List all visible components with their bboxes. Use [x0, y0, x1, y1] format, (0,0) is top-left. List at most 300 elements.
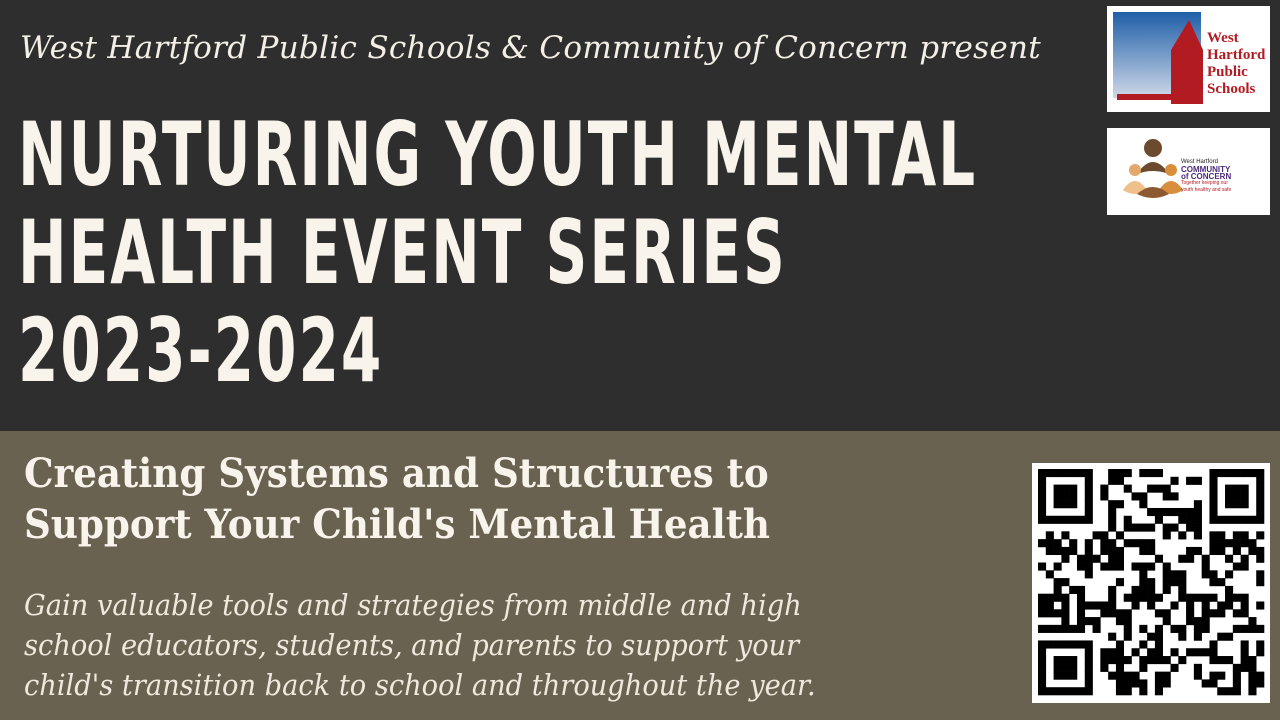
qr-module: [1186, 594, 1194, 602]
qr-module: [1069, 469, 1077, 477]
qr-module: [1202, 570, 1210, 578]
qr-module: [1233, 469, 1241, 477]
qr-module: [1139, 578, 1147, 586]
qr-module: [1225, 656, 1233, 664]
qr-module: [1147, 586, 1155, 594]
qr-module: [1054, 547, 1062, 555]
qr-module: [1178, 656, 1186, 664]
qr-module: [1155, 555, 1163, 563]
qr-module: [1241, 492, 1249, 500]
qr-module: [1061, 500, 1069, 508]
qr-module: [1139, 656, 1147, 664]
qr-module: [1163, 485, 1171, 493]
qr-module: [1147, 508, 1155, 516]
qr-module: [1124, 609, 1132, 617]
qr-module: [1046, 469, 1054, 477]
qr-module: [1132, 594, 1140, 602]
qr-module: [1061, 687, 1069, 695]
qr-module: [1170, 578, 1178, 586]
qr-module: [1139, 539, 1147, 547]
qr-module: [1202, 648, 1210, 656]
qr-module: [1054, 578, 1062, 586]
qr-module: [1077, 625, 1085, 633]
qr-module: [1038, 477, 1046, 485]
qr-module: [1038, 594, 1046, 602]
qr-module: [1209, 648, 1217, 656]
qr-module: [1108, 547, 1116, 555]
qr-module: [1139, 679, 1147, 687]
qr-module: [1256, 469, 1264, 477]
qr-module: [1124, 594, 1132, 602]
qr-module: [1186, 516, 1194, 524]
qr-module: [1116, 555, 1124, 563]
qr-module: [1100, 601, 1108, 609]
qr-module: [1217, 539, 1225, 547]
qr-module: [1147, 633, 1155, 641]
qr-module: [1069, 500, 1077, 508]
qr-module: [1139, 664, 1147, 672]
qr-module: [1108, 601, 1116, 609]
qr-module: [1186, 555, 1194, 563]
qr-module: [1054, 492, 1062, 500]
qr-module: [1163, 617, 1171, 625]
qr-module: [1069, 516, 1077, 524]
qr-module: [1085, 477, 1093, 485]
qr-module: [1202, 555, 1210, 563]
qr-module: [1132, 601, 1140, 609]
qr-module: [1069, 492, 1077, 500]
qr-module: [1108, 656, 1116, 664]
qr-module: [1085, 664, 1093, 672]
qr-module: [1054, 609, 1062, 617]
qr-module: [1139, 586, 1147, 594]
qr-module: [1124, 672, 1132, 680]
qr-module: [1061, 656, 1069, 664]
qr-module: [1046, 570, 1054, 578]
qr-module: [1202, 617, 1210, 625]
qr-module: [1085, 570, 1093, 578]
qr-module: [1233, 547, 1241, 555]
qr-module: [1132, 586, 1140, 594]
qr-module: [1077, 555, 1085, 563]
qr-module: [1108, 672, 1116, 680]
qr-module: [1241, 640, 1249, 648]
qr-module: [1170, 648, 1178, 656]
qr-module: [1085, 516, 1093, 524]
qr-module: [1139, 524, 1147, 532]
qr-module: [1155, 469, 1163, 477]
qr-module: [1233, 500, 1241, 508]
qr-module: [1155, 625, 1163, 633]
qr-module: [1054, 485, 1062, 493]
qr-module: [1147, 469, 1155, 477]
qr-module: [1209, 516, 1217, 524]
qr-module: [1038, 601, 1046, 609]
qr-module: [1054, 664, 1062, 672]
qr-module: [1225, 586, 1233, 594]
qr-module: [1163, 656, 1171, 664]
qr-module: [1256, 516, 1264, 524]
qr-module: [1061, 469, 1069, 477]
qr-module: [1069, 586, 1077, 594]
coc-logo-text: West Hartford COMMUNITY of CONCERN Together keeping our youth healthy and safe: [1181, 159, 1232, 193]
qr-module: [1077, 469, 1085, 477]
qr-module: [1038, 640, 1046, 648]
qr-module: [1108, 563, 1116, 571]
qr-module: [1225, 492, 1233, 500]
qr-module: [1108, 469, 1116, 477]
qr-module: [1170, 492, 1178, 500]
qr-module: [1178, 633, 1186, 641]
qr-module: [1178, 555, 1186, 563]
qr-module: [1093, 531, 1101, 539]
qr-module: [1085, 648, 1093, 656]
qr-module: [1256, 570, 1264, 578]
qr-module: [1085, 617, 1093, 625]
qr-module: [1132, 648, 1140, 656]
qr-module: [1163, 570, 1171, 578]
qr-module: [1069, 640, 1077, 648]
qr-module: [1147, 656, 1155, 664]
qr-module: [1132, 492, 1140, 500]
qr-module: [1139, 594, 1147, 602]
qr-module: [1155, 640, 1163, 648]
qr-module: [1241, 531, 1249, 539]
qr-module: [1077, 594, 1085, 602]
qr-module: [1046, 531, 1054, 539]
qr-module: [1209, 594, 1217, 602]
qr-module: [1108, 508, 1116, 516]
qr-module: [1225, 633, 1233, 641]
qr-module: [1100, 656, 1108, 664]
qr-module: [1139, 625, 1147, 633]
whps-logo: [1107, 6, 1270, 112]
qr-module: [1139, 500, 1147, 508]
qr-module: [1186, 648, 1194, 656]
qr-module: [1147, 485, 1155, 493]
qr-module: [1100, 648, 1108, 656]
qr-modules: [1038, 469, 1264, 695]
qr-module: [1248, 664, 1256, 672]
qr-module: [1139, 687, 1147, 695]
qr-module: [1186, 601, 1194, 609]
qr-module: [1147, 601, 1155, 609]
qr-module: [1194, 547, 1202, 555]
qr-module: [1100, 485, 1108, 493]
qr-module: [1248, 656, 1256, 664]
qr-module: [1124, 687, 1132, 695]
qr-module: [1046, 601, 1054, 609]
qr-module: [1139, 547, 1147, 555]
event-title-line-2: Support Your Child's Mental Health: [24, 501, 770, 548]
qr-module: [1116, 640, 1124, 648]
qr-module: [1038, 672, 1046, 680]
qr-module: [1046, 625, 1054, 633]
qr-module: [1116, 648, 1124, 656]
qr-module: [1155, 485, 1163, 493]
qr-module: [1054, 516, 1062, 524]
qr-module: [1225, 555, 1233, 563]
qr-module: [1233, 531, 1241, 539]
qr-module: [1100, 492, 1108, 500]
qr-module: [1248, 687, 1256, 695]
qr-module: [1256, 531, 1264, 539]
qr-module: [1124, 539, 1132, 547]
qr-module: [1093, 555, 1101, 563]
qr-module: [1069, 539, 1077, 547]
qr-module: [1038, 508, 1046, 516]
qr-module: [1256, 578, 1264, 586]
qr-module: [1248, 679, 1256, 687]
qr-module: [1085, 508, 1093, 516]
qr-module: [1209, 570, 1217, 578]
qr-module: [1170, 664, 1178, 672]
qr-module: [1038, 656, 1046, 664]
qr-module: [1046, 516, 1054, 524]
qr-module: [1038, 563, 1046, 571]
qr-code[interactable]: [1032, 463, 1270, 703]
qr-module: [1248, 672, 1256, 680]
qr-module: [1069, 485, 1077, 493]
qr-module: [1085, 492, 1093, 500]
qr-module: [1209, 640, 1217, 648]
qr-module: [1054, 500, 1062, 508]
qr-module: [1038, 625, 1046, 633]
qr-module: [1108, 648, 1116, 656]
qr-module: [1241, 485, 1249, 493]
qr-module: [1038, 679, 1046, 687]
qr-module: [1186, 508, 1194, 516]
qr-module: [1233, 594, 1241, 602]
qr-module: [1054, 563, 1062, 571]
qr-module: [1108, 594, 1116, 602]
qr-module: [1038, 500, 1046, 508]
qr-module: [1209, 578, 1217, 586]
event-description-line-1: Gain valuable tools and strategies from middle and high: [24, 588, 802, 622]
qr-module: [1061, 617, 1069, 625]
qr-module: [1061, 492, 1069, 500]
qr-module: [1061, 640, 1069, 648]
qr-module: [1085, 485, 1093, 493]
qr-module: [1054, 656, 1062, 664]
qr-module: [1202, 563, 1210, 571]
qr-module: [1209, 477, 1217, 485]
qr-module: [1046, 547, 1054, 555]
qr-module: [1217, 578, 1225, 586]
qr-module: [1217, 687, 1225, 695]
qr-module: [1194, 617, 1202, 625]
qr-module: [1061, 625, 1069, 633]
qr-module: [1069, 672, 1077, 680]
qr-module: [1256, 640, 1264, 648]
qr-module: [1248, 617, 1256, 625]
qr-module: [1116, 656, 1124, 664]
qr-module: [1139, 469, 1147, 477]
qr-module: [1194, 664, 1202, 672]
qr-module: [1100, 664, 1108, 672]
qr-module: [1170, 601, 1178, 609]
qr-module: [1054, 640, 1062, 648]
series-title-line-2: HEALTH EVENT SERIES: [18, 201, 787, 304]
qr-module: [1054, 594, 1062, 602]
qr-module: [1124, 524, 1132, 532]
qr-module: [1077, 687, 1085, 695]
qr-module: [1093, 625, 1101, 633]
qr-module: [1256, 492, 1264, 500]
qr-module: [1241, 539, 1249, 547]
qr-module: [1209, 500, 1217, 508]
qr-module: [1209, 539, 1217, 547]
qr-module: [1077, 601, 1085, 609]
qr-module: [1069, 547, 1077, 555]
qr-module: [1194, 477, 1202, 485]
qr-module: [1217, 516, 1225, 524]
qr-module: [1256, 601, 1264, 609]
qr-module: [1077, 640, 1085, 648]
qr-module: [1217, 601, 1225, 609]
qr-module: [1256, 477, 1264, 485]
event-description-line-3: child's transition back to school and throughout the year.: [24, 668, 816, 702]
qr-module: [1108, 500, 1116, 508]
qr-module: [1061, 664, 1069, 672]
qr-module: [1163, 672, 1171, 680]
qr-module: [1202, 601, 1210, 609]
qr-module: [1233, 516, 1241, 524]
qr-module: [1155, 656, 1163, 664]
qr-module: [1178, 586, 1186, 594]
event-description-line-2: school educators, students, and parents to support your: [24, 628, 800, 662]
qr-module: [1194, 531, 1202, 539]
qr-module: [1209, 469, 1217, 477]
qr-module: [1241, 500, 1249, 508]
qr-module: [1248, 516, 1256, 524]
qr-module: [1061, 594, 1069, 602]
qr-module: [1093, 601, 1101, 609]
qr-module: [1116, 687, 1124, 695]
qr-module: [1061, 672, 1069, 680]
qr-module: [1108, 555, 1116, 563]
qr-module: [1108, 524, 1116, 532]
qr-module: [1100, 609, 1108, 617]
qr-module: [1194, 500, 1202, 508]
qr-module: [1085, 563, 1093, 571]
qr-module: [1124, 469, 1132, 477]
qr-module: [1225, 601, 1233, 609]
qr-module: [1217, 672, 1225, 680]
qr-module: [1225, 469, 1233, 477]
qr-module: [1077, 563, 1085, 571]
qr-module: [1186, 609, 1194, 617]
qr-module: [1069, 625, 1077, 633]
qr-module: [1194, 524, 1202, 532]
qr-module: [1217, 531, 1225, 539]
series-title-line-3: 2023-2024: [18, 299, 384, 402]
qr-module: [1241, 601, 1249, 609]
qr-module: [1085, 539, 1093, 547]
qr-module: [1225, 570, 1233, 578]
qr-module: [1038, 687, 1046, 695]
qr-module: [1241, 594, 1249, 602]
qr-module: [1241, 516, 1249, 524]
qr-module: [1256, 625, 1264, 633]
qr-module: [1233, 687, 1241, 695]
qr-module: [1038, 492, 1046, 500]
qr-module: [1256, 500, 1264, 508]
qr-module: [1209, 485, 1217, 493]
qr-module: [1248, 539, 1256, 547]
qr-module: [1256, 672, 1264, 680]
qr-module: [1116, 531, 1124, 539]
qr-module: [1225, 539, 1233, 547]
qr-module: [1116, 578, 1124, 586]
qr-module: [1163, 578, 1171, 586]
qr-module: [1147, 547, 1155, 555]
qr-module: [1170, 570, 1178, 578]
qr-module: [1178, 516, 1186, 524]
qr-module: [1225, 500, 1233, 508]
qr-module: [1202, 679, 1210, 687]
qr-module: [1248, 547, 1256, 555]
qr-module: [1100, 531, 1108, 539]
qr-module: [1061, 547, 1069, 555]
qr-module: [1108, 477, 1116, 485]
event-description: [24, 585, 816, 705]
qr-module: [1116, 500, 1124, 508]
qr-module: [1155, 633, 1163, 641]
qr-module: [1241, 555, 1249, 563]
qr-module: [1124, 617, 1132, 625]
qr-module: [1178, 531, 1186, 539]
qr-module: [1233, 485, 1241, 493]
qr-module: [1256, 508, 1264, 516]
qr-module: [1186, 477, 1194, 485]
qr-module: [1100, 539, 1108, 547]
qr-module: [1085, 640, 1093, 648]
qr-module: [1186, 547, 1194, 555]
qr-module: [1233, 563, 1241, 571]
qr-module: [1124, 516, 1132, 524]
qr-module: [1256, 485, 1264, 493]
qr-module: [1163, 563, 1171, 571]
qr-module: [1163, 524, 1171, 532]
qr-module: [1124, 679, 1132, 687]
qr-module: [1217, 547, 1225, 555]
qr-module: [1241, 625, 1249, 633]
qr-module: [1170, 524, 1178, 532]
qr-module: [1046, 539, 1054, 547]
qr-module: [1241, 563, 1249, 571]
qr-module: [1139, 570, 1147, 578]
qr-module: [1077, 586, 1085, 594]
qr-module: [1170, 477, 1178, 485]
series-title: [18, 103, 978, 402]
qr-module: [1241, 656, 1249, 664]
qr-module: [1116, 469, 1124, 477]
qr-module: [1147, 524, 1155, 532]
qr-module: [1077, 617, 1085, 625]
qr-module: [1241, 609, 1249, 617]
qr-module: [1038, 469, 1046, 477]
qr-module: [1194, 516, 1202, 524]
qr-module: [1116, 672, 1124, 680]
qr-module: [1155, 648, 1163, 656]
qr-module: [1209, 656, 1217, 664]
qr-module: [1248, 469, 1256, 477]
qr-module: [1132, 679, 1140, 687]
qr-module: [1194, 672, 1202, 680]
community-of-concern-logo: [1107, 128, 1270, 215]
qr-module: [1116, 563, 1124, 571]
